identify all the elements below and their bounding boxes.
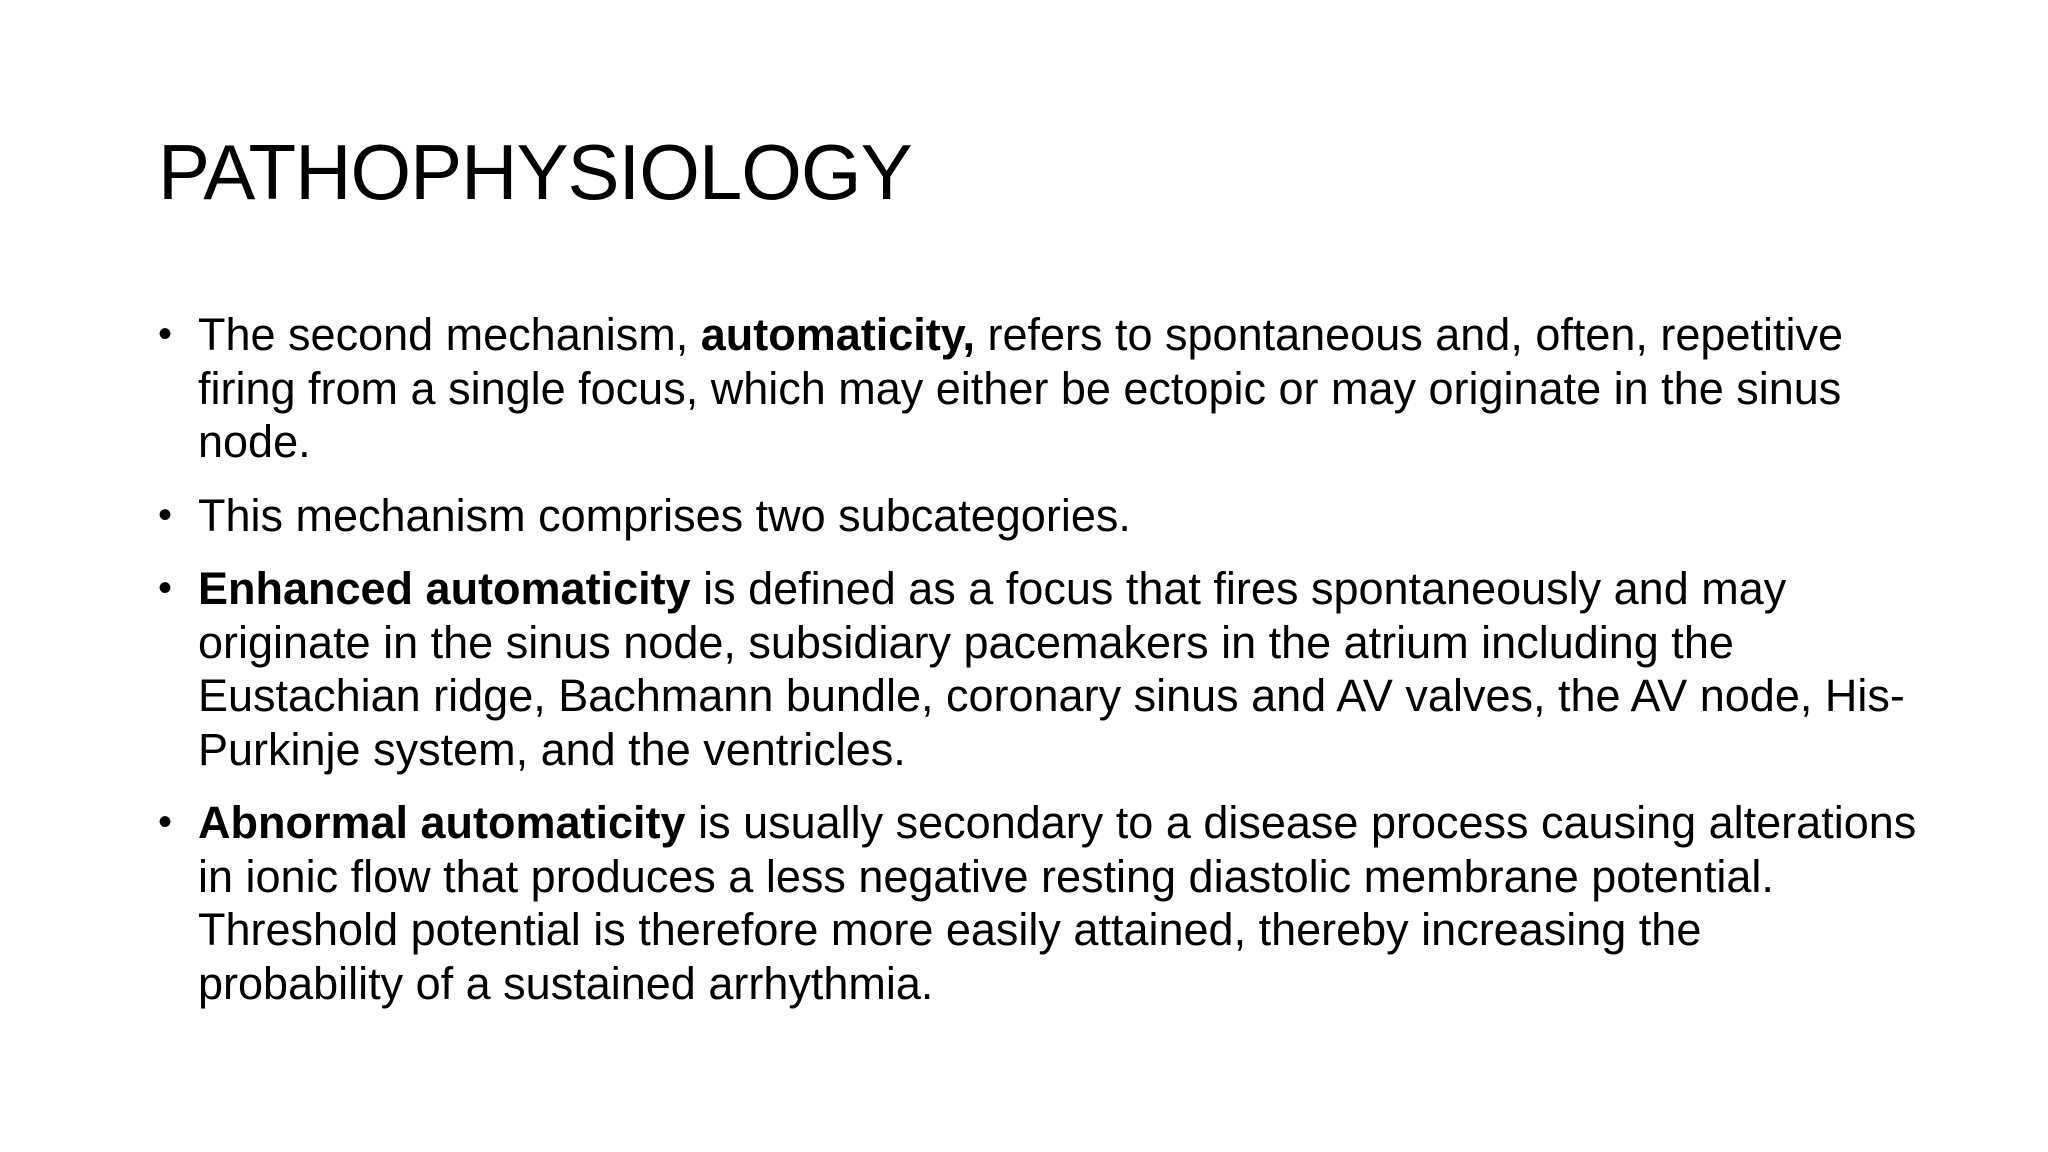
bullet-text-bold: automaticity,: [700, 309, 975, 360]
bullet-item: [158, 308, 1918, 469]
bullet-dot-icon: •: [158, 566, 173, 610]
slide-title: PATHOPHYSIOLOGY: [158, 128, 912, 216]
bullet-text-pre: The second mechanism,: [198, 309, 701, 360]
bullet-dot-icon: •: [158, 492, 173, 537]
bullet-text-bold: Enhanced automaticity: [198, 563, 691, 614]
bullet-text-post: is usually secondary to a disease process causing alterations in ionic flow that produces a less negative resting diastolic membrane potential. Threshold potential is therefore more easily attained, thereby increasing the probability of a sustained arrhythmia.: [198, 797, 1917, 1009]
bullet-dot-icon: •: [158, 312, 173, 356]
bullet-text-pre: This mechanism comprises two subcategories.: [198, 489, 1131, 541]
bullet-item: [158, 562, 1918, 776]
bullet-text-post: refers to spontaneous and, often, repetitive firing from a single focus, which may either be ectopic or may originate in the sinus node.: [198, 309, 1844, 467]
bullet-item: [158, 489, 1918, 543]
bullet-item: [158, 796, 1918, 1010]
bullet-list: [158, 308, 1918, 1030]
bullet-text-bold: Abnormal automaticity: [198, 797, 686, 848]
bullet-dot-icon: •: [158, 800, 173, 844]
bullet-text-post: is defined as a focus that fires spontaneously and may originate in the sinus node, subsidiary pacemakers in the atrium including the Eustachian ridge, Bachmann bundle, coronary sinus and AV valves, the AV node, His-Purkinje system, and the ventricles.: [198, 563, 1905, 775]
